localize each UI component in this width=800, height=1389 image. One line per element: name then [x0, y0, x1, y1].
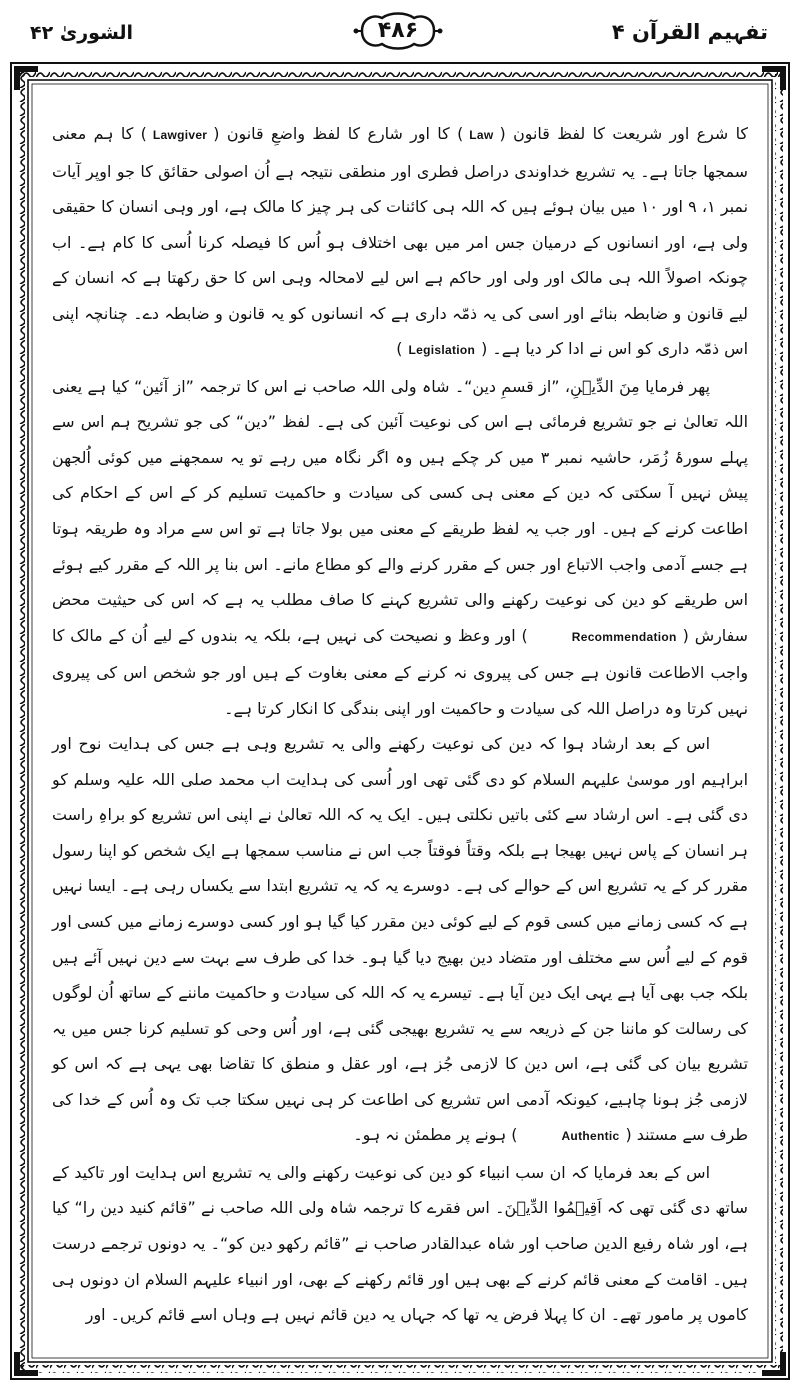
english-term: Recommendation	[571, 629, 677, 644]
text-segment: کا شرع اور شریعت کا لفظ قانون (	[499, 124, 748, 143]
page-header	[0, 0, 800, 62]
page-body	[52, 116, 748, 1376]
paragraph	[52, 116, 748, 369]
page-number: ۴۸۶	[377, 18, 419, 43]
page-frame	[8, 60, 792, 1382]
paragraph	[52, 369, 748, 726]
book-title: تفہیم القرآن ۴	[611, 20, 768, 44]
english-term: Authentic	[561, 1129, 620, 1144]
text-segment: اس کے بعد ارشاد ہوا کہ دین کی نوعیت رکھنے والی یہ تشریع وہی ہے جس کی ہدایت نوح اور ابراہیم اور موسیٰ علیہم السلام کو دی گئی تھی اور اُسی کی ہدایت اب محمد صلی اللہ علیہ وسلم کو دی گئی ہے۔ اس ارشاد سے کئی باتیں نکلتی ہیں۔ ایک یہ کہ اللہ تعالیٰ نے اپنی اس تشریع کو براہِ راست ہر انسان کے پاس نہیں بھیجا ہے بلکہ وقتاً فوقتاً جب اس نے مناسب سمجھا ہے ایک شخص کو اپنا رسول مقرر کر کے یہ تشریع اس کے حوالے کی ہے۔ دوسرے یہ کہ یہ تشریع ابتدا سے یکساں رہی ہے۔ ایسا نہیں ہے کہ کسی زمانے میں کسی قوم کے لیے کوئی دین مقرر کیا گیا ہو اور کسی دوسرے زمانے میں کسی اور قوم کے لیے اُس سے مختلف اور متضاد دین بھیج دیا گیا ہو۔ خدا کی طرف سے بہت سے دین نہیں آئے ہیں بلکہ جب بھی آیا ہے یہی ایک دین آیا ہے۔ تیسرے یہ کہ اللہ کی سیادت و حاکمیت ماننے کے ساتھ اُن لوگوں کی رسالت کو ماننا جن کے ذریعہ سے یہ تشریع بھیجی گئی ہے، اور اُس وحی کو تسلیم کرنا جس میں یہ تشریع بیان کی گئی ہے، اس دین کا لازمی جُز ہے، اور عقل و منطق کا تقاضا بھی یہی ہے کہ اس کو لازمی جُز ہونا چاہیے، کیونکہ آدمی اس تشریع کی اطاعت کر ہی نہیں سکتا جب تک وہ اُس کے خدا کی طرف سے مستند (	[51, 734, 748, 1145]
text-segment: )	[396, 339, 403, 359]
surah-reference: الشوریٰ ۴۲	[30, 22, 134, 44]
text-segment: اس کے بعد فرمایا کہ ان سب انبیاء کو دین کی نوعیت رکھنے والی یہ تشریع اس ہدایت اور تاکید کے ساتھ دی گئی تھی کہ اَقِیۡمُوا الدِّیۡنَ۔ اس فقرے کا ترجمہ شاہ ولی اللہ صاحب نے ”قائم کنید دین را“ کیا ہے، اور شاہ رفیع الدین صاحب اور شاہ عبدالقادر صاحب نے ”قائم رکھو دین کو“۔ یہ دونوں ترجمے درست ہیں۔ اقامت کے معنی قائم کرنے کے بھی ہیں اور قائم رکھنے کے بھی، اور انبیاء علیہم السلام ان دونوں ہی کاموں پر مامور تھے۔ ان کا پہلا فرض یہ تھا کہ جہاں یہ دین قائم نہیں ہے وہاں اسے قائم کریں۔ اور	[52, 1162, 748, 1325]
english-term: Law	[469, 128, 494, 142]
text-segment: ) ہونے پر مطمئن نہ ہو۔	[353, 1125, 518, 1145]
paragraph	[52, 1155, 748, 1333]
text-segment: ) اور وعظ و نصیحت کی نہیں ہے، بلکہ یہ بندوں کے لیے اُن کے مالک کا واجب الاطاعت قانون ہے جس کی پیروی نہ کرنے کے معنی بغاوت کے ہیں اور جو شخص اس کی پیروی نہیں کرتا وہ دراصل اللہ کی سیادت و حاکمیت اور اپنی بندگی کا انکار کرتا ہے۔	[52, 625, 748, 718]
english-term: Legislation	[408, 343, 476, 358]
english-term: Lawgiver	[152, 128, 208, 142]
text-segment: ) کا اور شارع کا لفظ واضعِ قانون (	[213, 124, 464, 143]
paragraph	[52, 726, 748, 1155]
text-segment: پھر فرمایا مِنَ الدِّیۡنِ، ”از قسمِ دین“۔ شاہ ولی اللہ صاحب نے اس کا ترجمہ ”از آئین“ کیا ہے یعنی اللہ تعالیٰ نے جو تشریع فرمائی ہے اس کی نوعیت آئین کی ہے۔ لفظ ”دین“ کی جو تشریح ہم اس سے پہلے سورۂ زُمَر، حاشیہ نمبر ۳ میں کر چکے ہیں وہ اگر نگاہ میں رہے تو یہ سمجھنے میں کوئی اُلجھن پیش نہیں آ سکتی کہ دین کے معنی ہی کسی کی سیادت و حاکمیت تسلیم کر کے اس کے احکام کی اطاعت کرنے کے ہیں۔ اور جب یہ لفظ طریقے کے معنی میں بولا جاتا ہے تو اس سے مراد وہ طریقہ ہوتا ہے جسے آدمی واجب الاتباع اور جس کے مقرر کرنے والے کو مطاع مانے۔ اس بنا پر اللہ کے مقرر کیے ہوئے اس طریقے کو دین کی نوعیت رکھنے والی تشریع کہنے کا صاف مطلب یہ ہے کہ اس کی حیثیت محض سفارش (	[52, 376, 748, 645]
text-segment: ) کا ہم معنی سمجھا جاتا ہے۔ یہ تشریع خداوندی دراصل فطری اور منطقی نتیجہ ہے اُن اصولی حقائق کا جو اوپر آیات نمبر ۱، ۹ اور ۱۰ میں بیان ہوئے ہیں کہ اللہ ہی کائنات کی ہر چیز کا مالک ہے، اور وہی انسان کا حقیقی ولی ہے، اور انسانوں کے درمیان جس امر میں بھی اختلاف ہو اُس کا فیصلہ کرنا اُسی کا کام ہے۔ اب چونکہ اصولاً اللہ ہی مالک اور ولی اور حاکم ہے اس لیے لامحالہ وہی اس کا حق رکھتا ہے کہ انسان کے لیے قانون و ضابطہ بنائے اور اسی کی یہ ذمّہ داری ہے کہ انسانوں کو یہ قانون و ضابطہ دے۔ چنانچہ اپنی اس ذمّہ داری کو اس نے ادا کر دیا ہے۔ (	[52, 124, 748, 359]
page-number-badge	[352, 10, 444, 52]
